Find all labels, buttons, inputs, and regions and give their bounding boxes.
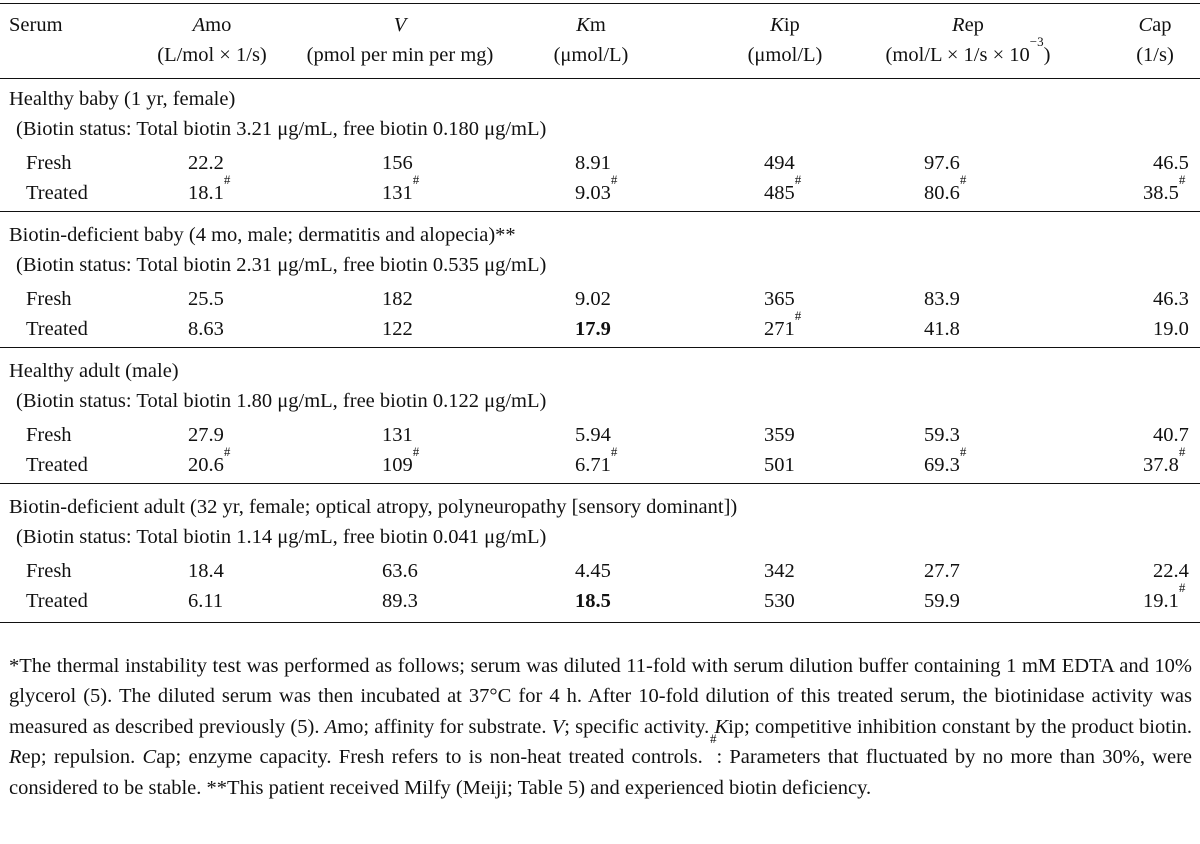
cell: 530: [764, 590, 795, 612]
header-km-unit: (μmol/L): [553, 44, 629, 66]
header-kip: Kip: [770, 14, 800, 36]
cell: 38.5#: [1143, 172, 1186, 204]
stable-mark: #: [794, 172, 802, 187]
cell: 27.7: [924, 560, 960, 582]
stable-mark: #: [709, 731, 717, 747]
cell: 63.6: [382, 560, 418, 582]
cell: 122: [382, 318, 413, 340]
cell: 18.4: [188, 560, 224, 582]
cell-highlighted: 17.9: [575, 318, 611, 340]
cell: 22.4: [1153, 560, 1189, 582]
cell: 19.1#: [1143, 580, 1186, 612]
stable-mark: #: [223, 444, 231, 459]
cell: 37.8#: [1143, 444, 1186, 476]
stable-mark: #: [959, 172, 967, 187]
stable-mark: #: [610, 444, 618, 459]
cell: 9.03#: [575, 172, 618, 204]
cell: 365: [764, 288, 795, 310]
row-label: Treated: [26, 318, 88, 340]
row-label: Fresh: [26, 152, 72, 174]
cell: 501: [764, 454, 795, 476]
group-title: Biotin-deficient adult (32 yr, female; optical atropy, polyneuropathy [sensory dominant]): [9, 496, 738, 518]
cell: 25.5: [188, 288, 224, 310]
stable-mark: #: [1178, 444, 1186, 459]
group-rule: [0, 483, 1200, 484]
cell: 5.94: [575, 424, 611, 446]
stable-mark: #: [412, 172, 420, 187]
cell: 109#: [382, 444, 420, 476]
header-cap-unit: (1/s): [1136, 44, 1174, 66]
stable-mark: #: [959, 444, 967, 459]
cell: 359: [764, 424, 795, 446]
cell: 271#: [764, 308, 802, 340]
stable-mark: #: [794, 308, 802, 323]
cell: 20.6#: [188, 444, 231, 476]
cell: 494: [764, 152, 795, 174]
stable-mark: #: [610, 172, 618, 187]
cell: 46.3: [1153, 288, 1189, 310]
header-v-unit: (pmol per min per mg): [306, 44, 494, 66]
cell: 182: [382, 288, 413, 310]
cell: 6.11: [188, 590, 224, 612]
row-label: Treated: [26, 454, 88, 476]
bottom-rule: [0, 622, 1200, 623]
header-kip-unit: (μmol/L): [747, 44, 823, 66]
cell: 19.0: [1153, 318, 1189, 340]
cell: 22.2: [188, 152, 224, 174]
stable-mark: #: [223, 172, 231, 187]
cell: 342: [764, 560, 795, 582]
group-rule: [0, 211, 1200, 212]
header-rep-unit: $(mol/L \times 1/s \times 10^{-3})$: [885, 34, 1051, 66]
row-label: Treated: [26, 590, 88, 612]
top-rule: [0, 3, 1200, 4]
stable-mark: #: [1178, 172, 1186, 187]
table-footnote: *The thermal instability test was performed as follows; serum was diluted 11-fold with serum dilution buffer containing 1 mM EDTA and 10% glycerol (5). The diluted serum was then incubated at 37°C for 4 h. After 10-fold dilution of this treated serum, the biotinidase activity was measured as described previously (5). Amo; affinity for substrate. V; specific activity. Kip; competitive inhibition constant by the product biotin. Rep; repulsion. Cap; enzyme capacity. Fresh refers to is non-heat treated controls. #: Parameters that fluctuated by no more than 30%, were considered to be stable. **This patient received Milfy (Meiji; Table 5) and experienced biotin deficiency.: [9, 655, 1193, 799]
group-title: Healthy adult (male): [9, 360, 179, 382]
cell: 40.7: [1153, 424, 1189, 446]
cell: 4.45: [575, 560, 611, 582]
biotin-status: (Biotin status: Total biotin 1.80 μg/mL, free biotin 0.122 μg/mL): [16, 390, 547, 412]
group-title: Healthy baby (1 yr, female): [9, 88, 236, 110]
cell: 131: [382, 424, 413, 446]
row-label: Fresh: [26, 424, 72, 446]
stable-mark: #: [1178, 580, 1186, 595]
header-amo-unit: (L/mol × 1/s): [157, 44, 267, 66]
cell: 27.9: [188, 424, 224, 446]
cell: 131#: [382, 172, 420, 204]
cell: 59.9: [924, 590, 960, 612]
cell: 69.3#: [924, 444, 967, 476]
biotin-status: (Biotin status: Total biotin 3.21 μg/mL, free biotin 0.180 μg/mL): [16, 118, 547, 140]
biotin-status: (Biotin status: Total biotin 1.14 μg/mL, free biotin 0.041 μg/mL): [16, 526, 547, 548]
cell: 9.02: [575, 288, 611, 310]
row-label: Fresh: [26, 288, 72, 310]
cell: 89.3: [382, 590, 418, 612]
group-title: Biotin-deficient baby (4 mo, male; dermatitis and alopecia)**: [9, 224, 516, 246]
row-label: Fresh: [26, 560, 72, 582]
cell-highlighted: 18.5: [575, 590, 611, 612]
biotin-status: (Biotin status: Total biotin 2.31 μg/mL, free biotin 0.535 μg/mL): [16, 254, 547, 276]
header-amo: Amo: [192, 14, 232, 36]
row-label: Treated: [26, 182, 88, 204]
cell: 8.91: [575, 152, 611, 174]
cell: 485#: [764, 172, 802, 204]
cell: 80.6#: [924, 172, 967, 204]
header-serum: Serum: [9, 14, 63, 36]
stable-mark: #: [412, 444, 420, 459]
cell: 83.9: [924, 288, 960, 310]
cell: 97.6: [924, 152, 960, 174]
cell: 6.71#: [575, 444, 618, 476]
cell: 18.1#: [188, 172, 231, 204]
header-cap: Cap: [1138, 14, 1172, 36]
header-v: V: [393, 14, 407, 36]
header-rep: Rep: [952, 14, 984, 36]
header-km: Km: [576, 14, 606, 36]
header-rule: [0, 78, 1200, 79]
cell: 41.8: [924, 318, 960, 340]
cell: 46.5: [1153, 152, 1189, 174]
cell: 59.3: [924, 424, 960, 446]
cell: 156: [382, 152, 413, 174]
cell: 8.63: [188, 318, 224, 340]
group-rule: [0, 347, 1200, 348]
